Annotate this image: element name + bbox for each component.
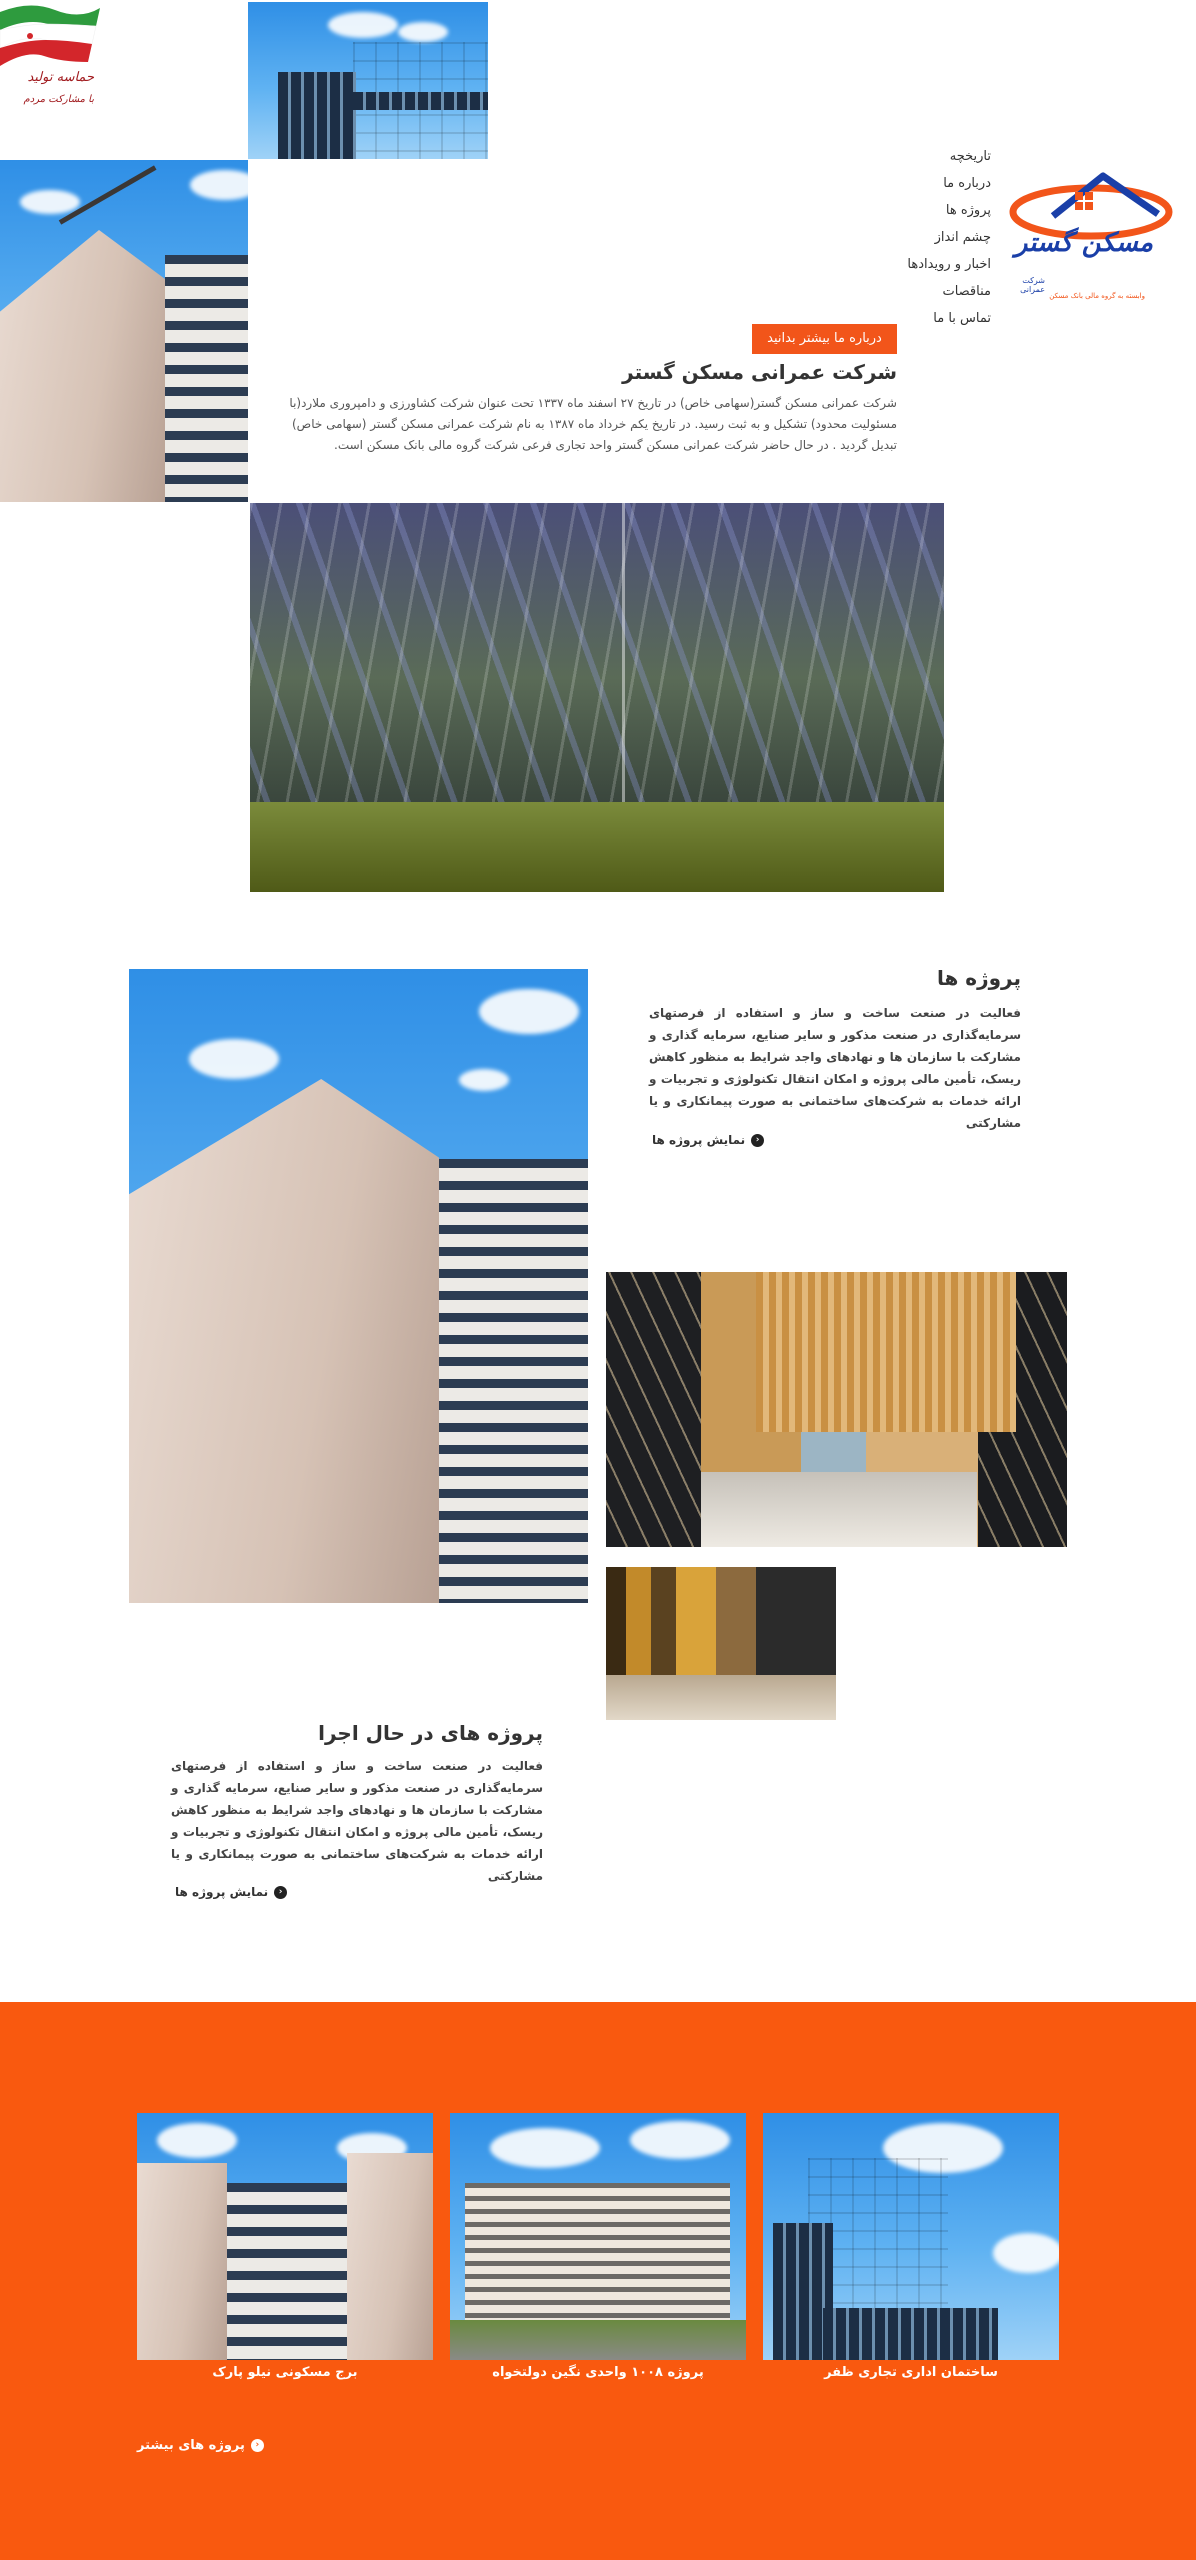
- ongoing-text: فعالیت در صنعت ساخت و ساز و استفاده از فرصتهای سرمایه‌گذاری در صنعت مذکور و سایر صنایع، سرمایه گذاری و مشارکت با سازمان ها و نهادهای واجد شرایط به منظور کاهش ریسک، تأمین مالی پروژه و امکان انتقال تکنولوژی و تجربیات و ارائه خدمات به شرکت‌های ساختمانی به صورت پیمانکاری و یا مشارکتی: [171, 1759, 543, 1883]
- ongoing-show-link[interactable]: [175, 1885, 287, 1899]
- logo-brand-prefix: شرکت عمرانی: [1020, 276, 1045, 294]
- company-logo[interactable]: [1003, 168, 1173, 308]
- about-title: شرکت عمرانی مسکن گستر: [622, 360, 897, 384]
- logo-tagline: وابسته به گروه مالی بانک مسکن: [1049, 292, 1145, 300]
- ongoing-show-label: نمایش پروژه ها: [175, 1885, 269, 1899]
- arrow-left-icon: ‹: [274, 1886, 287, 1899]
- nav-item-history[interactable]: تاریخچه: [949, 149, 991, 164]
- photo-lobby-gold: [606, 1567, 836, 1720]
- arrow-left-icon: ‹: [751, 1134, 764, 1147]
- more-projects-label: پروژه های بیشتر: [137, 2438, 245, 2453]
- about-more-button[interactable]: درباره ما بیشتر بدانید: [752, 324, 897, 354]
- nav-item-news[interactable]: اخبار و رویدادها: [907, 257, 991, 272]
- photo-lobby-marble: [606, 1272, 1067, 1547]
- iran-flag-icon: [0, 0, 100, 70]
- nav-item-projects[interactable]: پروژه ها: [945, 203, 991, 218]
- nav-item-contact[interactable]: تماس با ما: [933, 311, 991, 326]
- featured-card-negin[interactable]: [450, 2113, 746, 2360]
- featured-caption-negin[interactable]: پروژه ۱۰۰۸ واحدی نگین دولتخواه: [492, 2365, 704, 2380]
- arrow-left-icon: ‹: [251, 2439, 264, 2452]
- photo-residential-tower: [0, 160, 248, 502]
- nav-item-tenders[interactable]: مناقصات: [942, 284, 991, 299]
- photo-marble-fountain: [250, 503, 944, 892]
- logo-brand-name: مسکن گستر: [1014, 228, 1153, 258]
- production-badge: [0, 0, 100, 125]
- projects-show-label: نمایش پروژه ها: [652, 1133, 746, 1147]
- photo-office-building: [248, 2, 488, 159]
- ongoing-title: پروژه های در حال اجرا: [318, 1721, 543, 1745]
- badge-line1: حماسه تولید: [27, 70, 94, 85]
- featured-card-nilo[interactable]: [137, 2113, 433, 2360]
- projects-title: پروژه ها: [936, 966, 1021, 990]
- featured-card-zafar[interactable]: [763, 2113, 1059, 2360]
- main-nav: [907, 143, 991, 332]
- nav-item-vision[interactable]: چشم انداز: [934, 230, 991, 245]
- badge-line2: با مشارکت مردم: [23, 94, 94, 105]
- photo-tower-large: [129, 969, 588, 1603]
- projects-show-link[interactable]: [652, 1133, 764, 1147]
- featured-caption-nilo[interactable]: برج مسکونی نیلو پارک: [212, 2365, 358, 2380]
- nav-item-about[interactable]: درباره ما: [943, 176, 991, 191]
- about-text: شرکت عمرانی مسکن گستر(سهامی خاص) در تاریخ ۲۷ اسفند ماه ۱۳۳۷ تحت عنوان شرکت کشاورزی و دامپروری ملارد(با مسئولیت محدود) تشکیل و به ثبت رسید. در تاریخ یکم خرداد ماه ۱۳۸۷ به نام شرکت عمرانی مسکن گستر (سهامی خاص) تبدیل گردید . در حال حاضر شرکت عمرانی مسکن گستر واحد تجاری فرعی شرکت گروه مالی بانک مسکن است.: [289, 396, 897, 452]
- projects-text: فعالیت در صنعت ساخت و ساز و استفاده از فرصتهای سرمایه‌گذاری در صنعت مذکور و سایر صنایع، سرمایه گذاری و مشارکت با سازمان ها و نهادهای واجد شرایط به منظور کاهش ریسک، تأمین مالی پروژه و امکان انتقال تکنولوژی و تجربیات و ارائه خدمات به شرکت‌های ساختمانی به صورت پیمانکاری و یا مشارکتی: [649, 1006, 1021, 1130]
- featured-caption-zafar[interactable]: ساختمان اداری تجاری ظفر: [824, 2365, 998, 2380]
- more-projects-link[interactable]: [137, 2438, 264, 2453]
